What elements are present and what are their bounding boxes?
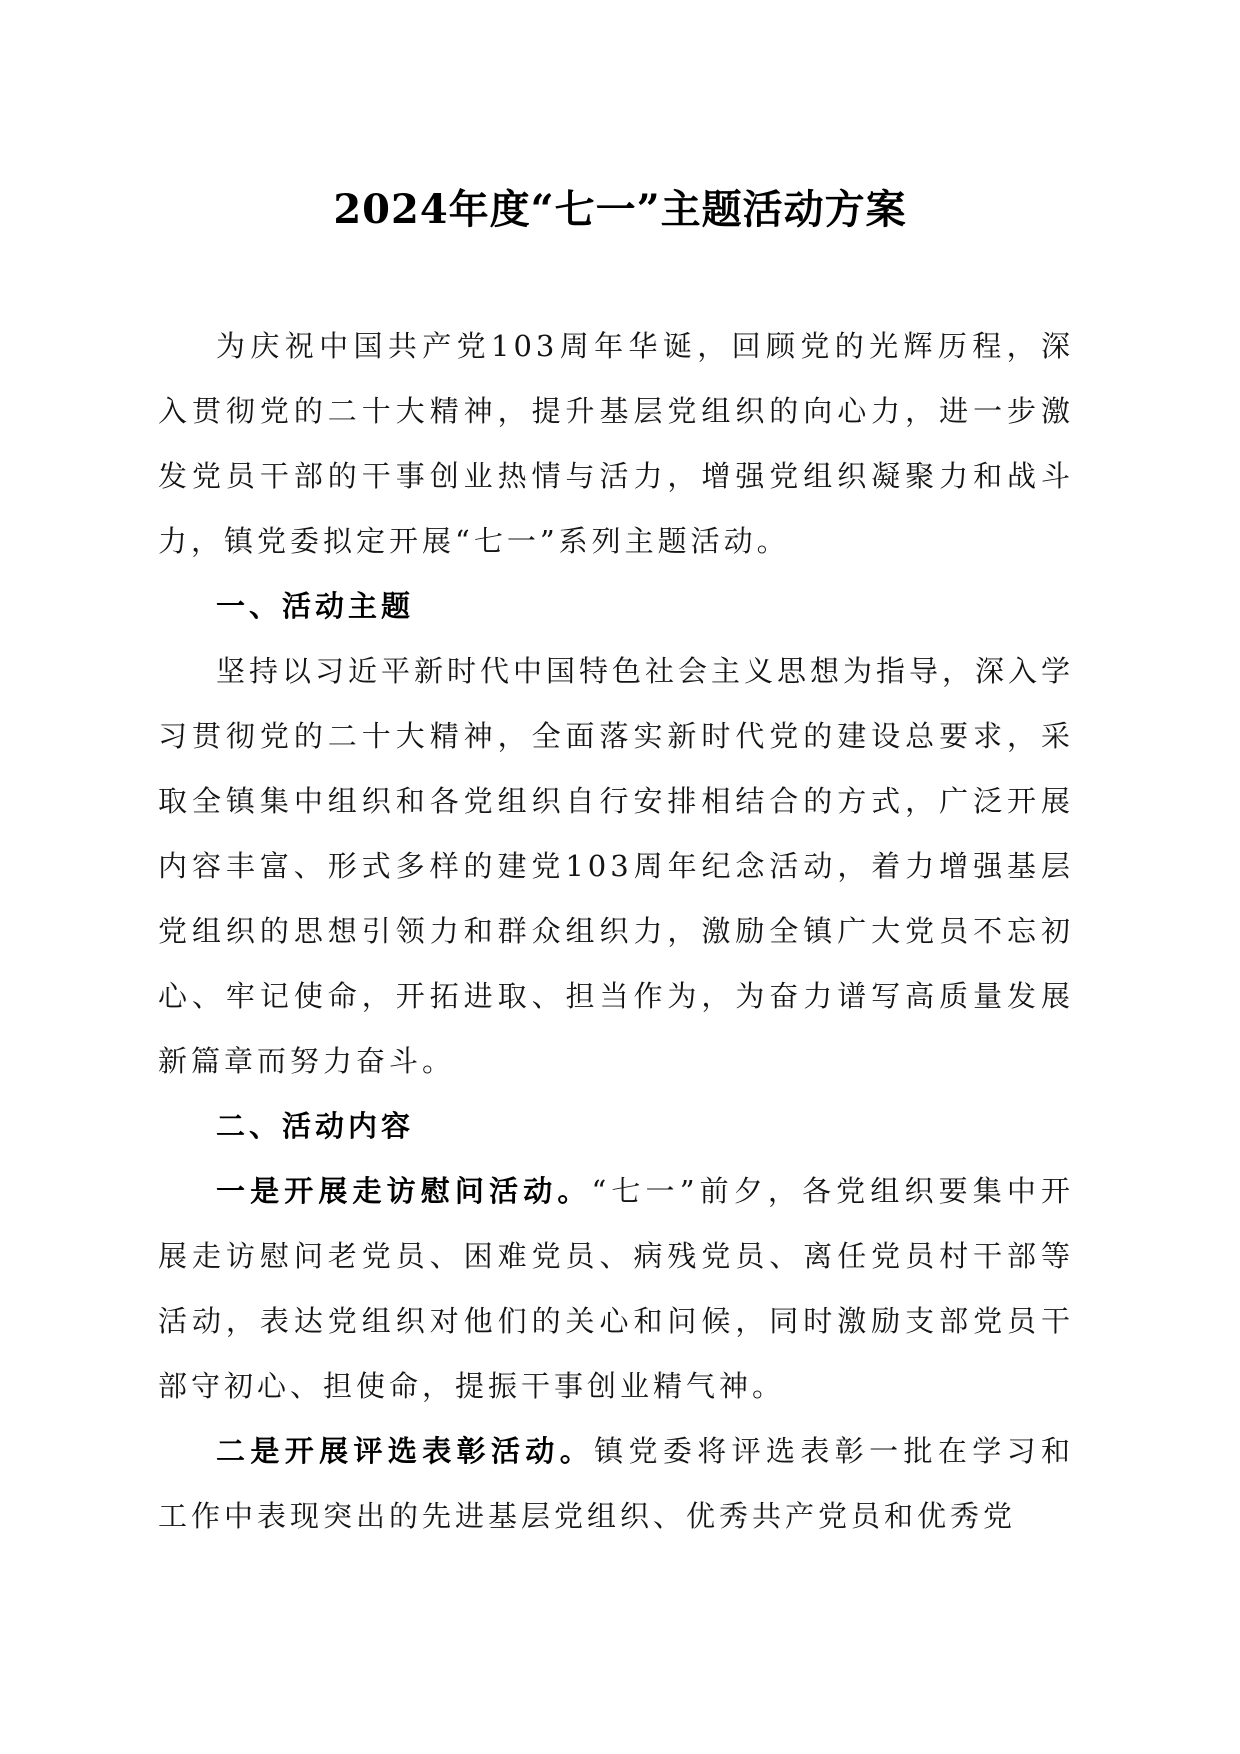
award-text: 镇党委将评选表彰一批在学习和工作中表现突出的先进基层党组织、优秀共产党员和优秀党 bbox=[158, 1434, 1074, 1533]
visit-lead: 一是开展走访慰问活动。 bbox=[216, 1174, 592, 1208]
visit-text: “七一”前夕，各党组织要集中开展走访慰问老党员、困难党员、病残党员、离任党员村干部等活动，表达党组织对他们的关心和问候，同时激励支部党员干部守初心、担使命，提振干事创业精气神。 bbox=[158, 1174, 1074, 1403]
document-title: 2024年度“七一”主题活动方案 bbox=[333, 186, 907, 233]
award-paragraph bbox=[158, 1419, 1074, 1549]
award-lead: 二是开展评选表彰活动。 bbox=[216, 1434, 595, 1468]
theme-paragraph: 坚持以习近平新时代中国特色社会主义思想为指导，深入学习贯彻党的二十大精神，全面落实新时代党的建设总要求，采取全镇集中组织和各党组织自行安排相结合的方式，广泛开展内容丰富、形式多样的建党103周年纪念活动，着力增强基层党组织的思想引领力和群众组织力，激励全镇广大党员不忘初心、牢记使命，开拓进取、担当作为，为奋力谱写高质量发展新篇章而努力奋斗。 bbox=[158, 654, 1075, 1078]
section-heading-content: 二、活动内容 bbox=[216, 1109, 415, 1143]
document-body bbox=[158, 314, 1074, 1549]
visit-paragraph bbox=[158, 1159, 1074, 1419]
intro-paragraph: 为庆祝中国共产党103周年华诞，回顾党的光辉历程，深入贯彻党的二十大精神，提升基层党组织的向心力，进一步激发党员干部的干事创业热情与活力，增强党组织凝聚力和战斗力，镇党委拟定开展“七一”系列主题活动。 bbox=[158, 329, 1074, 558]
section-heading-theme: 一、活动主题 bbox=[216, 589, 415, 623]
